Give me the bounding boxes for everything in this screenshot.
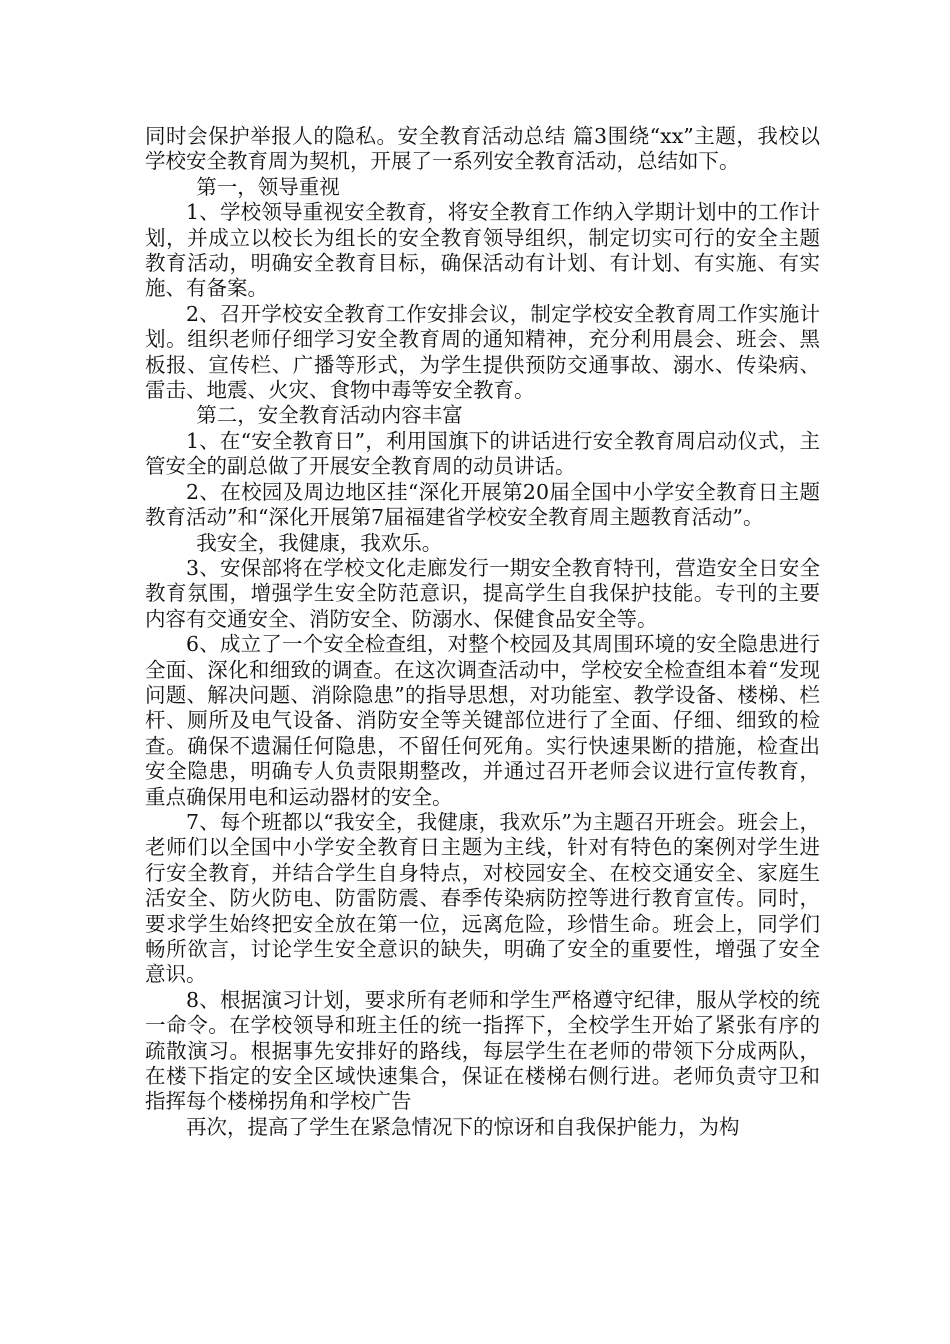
paragraph-activity-3: 3、安保部将在学校文化走廊发行一期安全教育特刊，营造安全日安全教育氛围，增强学生安全防范意识，提高学生自我保护技能。专刊的主要内容有交通安全、消防安全、防溺水、保健食品安全等。 <box>145 555 820 631</box>
paragraph-activity-7: 7、每个班都以“我安全，我健康，我欢乐”为主题召开班会。班会上，老师们以全国中小学安全教育日主题为主线，针对有特色的案例对学生进行安全教育，并结合学生自身特点，对校园安全、在校交通安全、家庭生活安全、防火防电、防雷防震、春季传染病防控等进行教育宣传。同时，要求学生始终把安全放在第一位，远离危险，珍惜生命。班会上，同学们畅所欲言，讨论学生安全意识的缺失，明确了安全的重要性，增强了安全意识。 <box>145 809 820 987</box>
paragraph-item-2: 2、召开学校安全教育工作安排会议，制定学校安全教育周工作实施计划。组织老师仔细学习安全教育周的通知精神，充分利用晨会、班会、黑板报、宣传栏、广播等形式，为学生提供预防交通事故、溺水、传染病、雷击、地震、火灾、食物中毒等安全教育。 <box>145 301 820 403</box>
document-page <box>145 124 820 1140</box>
paragraph-activity-8: 8、根据演习计划，要求所有老师和学生严格遵守纪律，服从学校的统一命令。在学校领导和班主任的统一指挥下，全校学生开始了紧张有序的疏散演习。根据事先安排好的路线，每层学生在老师的带领下分成两队，在楼下指定的安全区域快速集合，保证在楼梯右侧行进。老师负责守卫和指挥每个楼梯拐角和学校广告 <box>145 987 820 1114</box>
section-heading-activities: 第二，安全教育活动内容丰富 <box>196 403 463 428</box>
paragraph-continuation: 再次，提高了学生在紧急情况下的惊讶和自我保护能力，为构 <box>186 1114 740 1139</box>
paragraph-slogan: 我安全，我健康，我欢乐。 <box>196 530 443 555</box>
paragraph-activity-6: 6、成立了一个安全检查组，对整个校园及其周围环境的安全隐患进行全面、深化和细致的调查。在这次调查活动中，学校安全检查组本着“发现问题、解决问题、消除隐患”的指导思想，对功能室、教学设备、楼梯、栏杆、厕所及电气设备、消防安全等关键部位进行了全面、仔细、细致的检查。确保不遗漏任何隐患，不留任何死角。实行快速果断的措施，检查出安全隐患，明确专人负责限期整改，并通过召开老师会议进行宣传教育，重点确保用电和运动器材的安全。 <box>145 632 820 809</box>
paragraph-activity-1: 1、在“安全教育日”，利用国旗下的讲话进行安全教育周启动仪式，主管安全的副总做了开展安全教育周的动员讲话。 <box>145 428 820 479</box>
paragraph-item-1: 1、学校领导重视安全教育，将安全教育工作纳入学期计划中的工作计划，并成立以校长为组长的安全教育领导组织，制定切实可行的安全主题教育活动，明确安全教育目标，确保活动有计划、有计划、有实施、有实施、有备案。 <box>145 200 820 301</box>
paragraph-activity-2: 2、在校园及周边地区挂“深化开展第20届全国中小学安全教育日主题教育活动”和“深化开展第7届福建省学校安全教育周主题教育活动”。 <box>145 479 820 530</box>
section-heading-leadership: 第一，领导重视 <box>196 174 340 199</box>
paragraph-intro: 同时会保护举报人的隐私。安全教育活动总结 篇3围绕“xx”主题，我校以学校安全教育周为契机，开展了一系列安全教育活动，总结如下。 <box>145 124 820 174</box>
